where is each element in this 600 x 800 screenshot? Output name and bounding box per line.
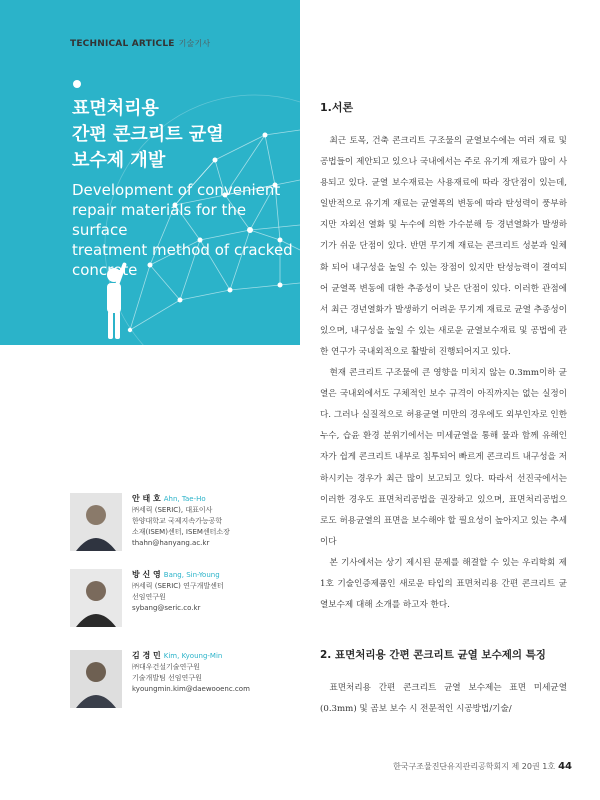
author-affiliation: ㈜대우건설기술연구원: [132, 663, 200, 671]
author-affiliation: 선임연구원: [132, 593, 166, 601]
author-affiliation: 기술개발팀 선임연구원: [132, 674, 202, 682]
author-email[interactable]: kyoungmin.kim@daewooenc.com: [132, 685, 250, 693]
author-name-en: Kim, Kyoung-Min: [163, 652, 223, 660]
article-kicker: TECHNICAL ARTICLE 기술기사: [70, 39, 211, 49]
author-photo: [70, 569, 122, 627]
author-affiliation: 소재(ISEM)센터, ISEM센터소장: [132, 528, 230, 536]
author-name-en: Bang, Sin-Young: [163, 571, 220, 579]
paragraph: 최근 토목, 건축 콘크리트 구조물의 균열보수에는 여러 재료 및 공법들이 제안되고 있으나 국내에서는 주로 유기계 재료가 많이 사용되고 있다. 균열 보수재료는 사용재료에 따라 장단점이 있는데, 일반적으로 유기계 재료는 균열폭의 변동에 따라 탄성력이 풍부하지만 자외선 열화 및 누수에 의한 가수분해 등 경년열화가 발생하기가 쉬운 단점이 있다. 반면 무기계 재료는 콘크리트 성분과 일체화 되어 내구성을 높일 수 있는 장점이 있지만 탄성능력이 결여되어 균열폭 변동에 대한 추종성이 낮은 단점이 있다. 이러한 관점에서 최근 경년열화가 발생하기 어려운 무기계 재료로 균열 추종성이 있으며, 내구성을 높일 수 있는 새로운 균열보수재료 및 공법에 관한 연구가 국내외적으로 활발히 진행되어지고 있다.: [320, 136, 567, 357]
features-body: [320, 678, 567, 720]
author-affiliation: 한양대학교 국제지속가능공학: [132, 517, 223, 525]
page-number: 44: [558, 761, 572, 772]
title-korean: 표면처리용 간편 콘크리트 균열 보수제 개발: [72, 98, 224, 171]
author-name: 안 태 호: [132, 494, 161, 503]
title-english: Development of convenient repair materials for the surface treatment method of cracked concrete: [72, 181, 293, 279]
title-bullet: [73, 80, 81, 88]
section-heading-intro: 1.서론: [320, 101, 354, 114]
author-email[interactable]: thahn@hanyang.ac.kr: [132, 539, 210, 547]
author-name-en: Ahn, Tae-Ho: [163, 495, 206, 503]
paragraph: 본 기사에서는 상기 제시된 문제를 해결할 수 있는 우리학회 제1호 기술인증제품인 새로운 타입의 표면처리용 간편 콘크리트 균열보수제 대해 소개를 하고자 한다.: [320, 557, 567, 611]
paragraph: 표면처리용 간편 콘크리트 균열 보수제는 표면 미세균열(0.3mm) 및 곰보 보수 시 전문적인 시공방법/기술/: [320, 683, 567, 714]
paragraph: 현재 콘크리트 구조물에 큰 영향을 미치지 않는 0.3mm이하 균열은 국내외에서도 구체적인 보수 규격이 아직까지는 없는 실정이다. 그러나 실질적으로 허용균열 미만의 경우에도 외부인자로 인한 누수, 습윤 환경 분위기에서는 미세균열을 통해 물과 함께 유해인자가 쉽게 콘크리트 내부로 침투되어 빠르게 콘크리트 내구성을 저하시키는 경우가 최근 많이 보고되고 있다. 따라서 선진국에서는 이러한 경우도 표면처리공법을 권장하고 있으며, 표면처리공법으로도 허용균열의 표면을 보수해야 할 필요성이 높아지고 있는 추세이다: [320, 368, 567, 547]
journal-name: 한국구조물진단유지관리공학회지 제 20권 1호: [393, 762, 556, 771]
author-affiliation: ㈜세릭 (SERIC), 대표이사: [132, 506, 213, 514]
title-panel: [0, 0, 300, 345]
author-email[interactable]: sybang@seric.co.kr: [132, 604, 201, 612]
section-heading-features: 2. 표면처리용 간편 콘크리트 균열 보수제의 특징: [320, 649, 546, 661]
author-affiliation: ㈜세릭 (SERIC) 연구개발센터: [132, 582, 224, 590]
author-name: 방 신 영: [132, 570, 161, 579]
page-footer: [310, 761, 572, 772]
intro-body: [320, 131, 567, 616]
author-photo: [70, 493, 122, 551]
author-photo: [70, 650, 122, 708]
author-name: 김 경 민: [132, 651, 161, 660]
